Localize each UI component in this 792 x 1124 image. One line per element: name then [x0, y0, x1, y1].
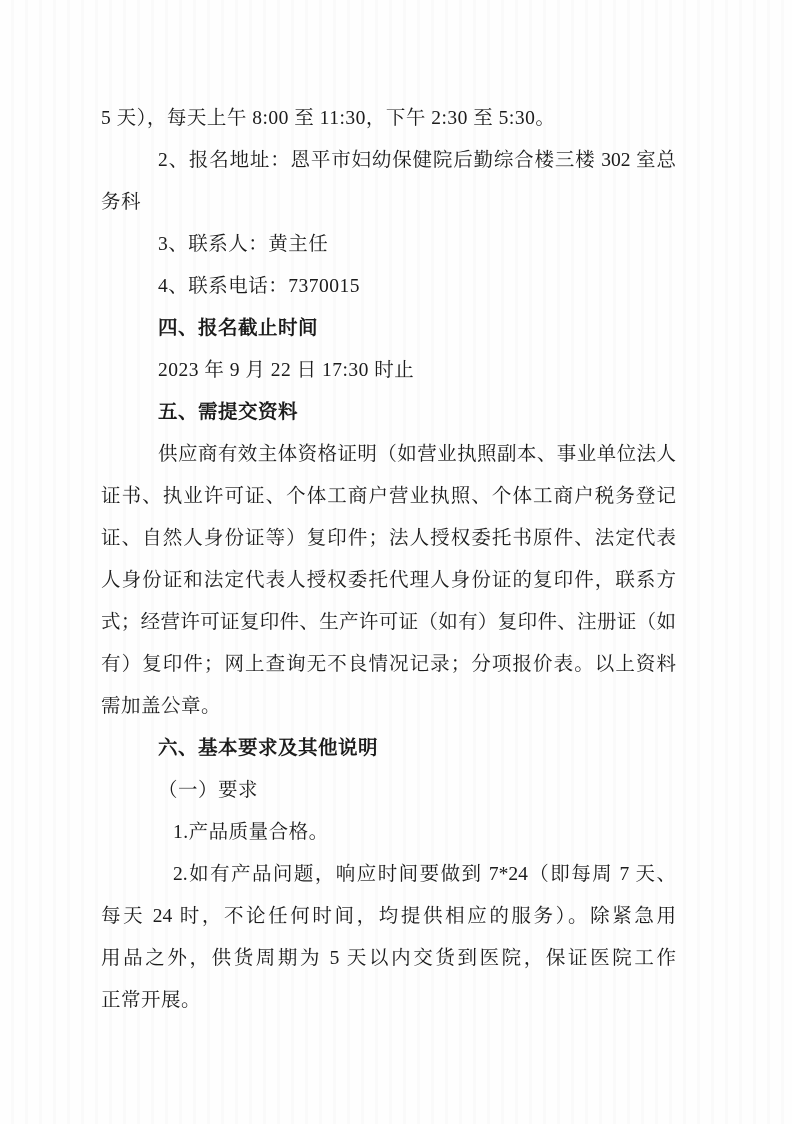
text-line: 用品之外，供货周期为 5 天以内交货到医院，保证医院工作 — [101, 948, 676, 969]
text-line: 5 天），每天上午 8:00 至 11:30，下午 2:30 至 5:30。 — [101, 108, 556, 129]
text-line: 有）复印件；网上查询无不良情况记录；分项报价表。以上资料 — [101, 654, 676, 675]
text-line: 务科 — [101, 192, 142, 213]
text-line: 供应商有效主体资格证明（如营业执照副本、事业单位法人 — [158, 444, 676, 465]
text-line: 式；经营许可证复印件、生产许可证（如有）复印件、注册证（如 — [101, 612, 676, 633]
text-line: 证、自然人身份证等）复印件；法人授权委托书原件、法定代表 — [101, 528, 676, 549]
text-line: 人身份证和法定代表人授权委托代理人身份证的复印件，联系方 — [101, 570, 676, 591]
text-line: 2023 年 9 月 22 日 17:30 时止 — [158, 360, 415, 381]
text-line: 1.产品质量合格。 — [173, 822, 329, 843]
text-line: 4、联系电话：7370015 — [158, 276, 361, 297]
text-line: 证书、执业许可证、个体工商户营业执照、个体工商户税务登记 — [101, 486, 676, 507]
text-line: 正常开展。 — [101, 990, 202, 1011]
text-line: 2、报名地址：恩平市妇幼保健院后勤综合楼三楼 302 室总 — [158, 150, 676, 171]
section-heading: 六、基本要求及其他说明 — [158, 738, 379, 759]
text-line: 2.如有产品问题，响应时间要做到 7*24（即每周 7 天、 — [173, 864, 676, 885]
text-line: 需加盖公章。 — [101, 696, 222, 717]
section-heading: 四、报名截止时间 — [158, 318, 319, 339]
text-line: 3、联系人：黄主任 — [158, 234, 329, 255]
document-body — [101, 98, 676, 1022]
section-heading: 五、需提交资料 — [158, 402, 299, 423]
text-line: （一）要求 — [158, 780, 259, 801]
text-line: 每天 24 时，不论任何时间，均提供相应的服务）。除紧急用 — [101, 906, 676, 927]
